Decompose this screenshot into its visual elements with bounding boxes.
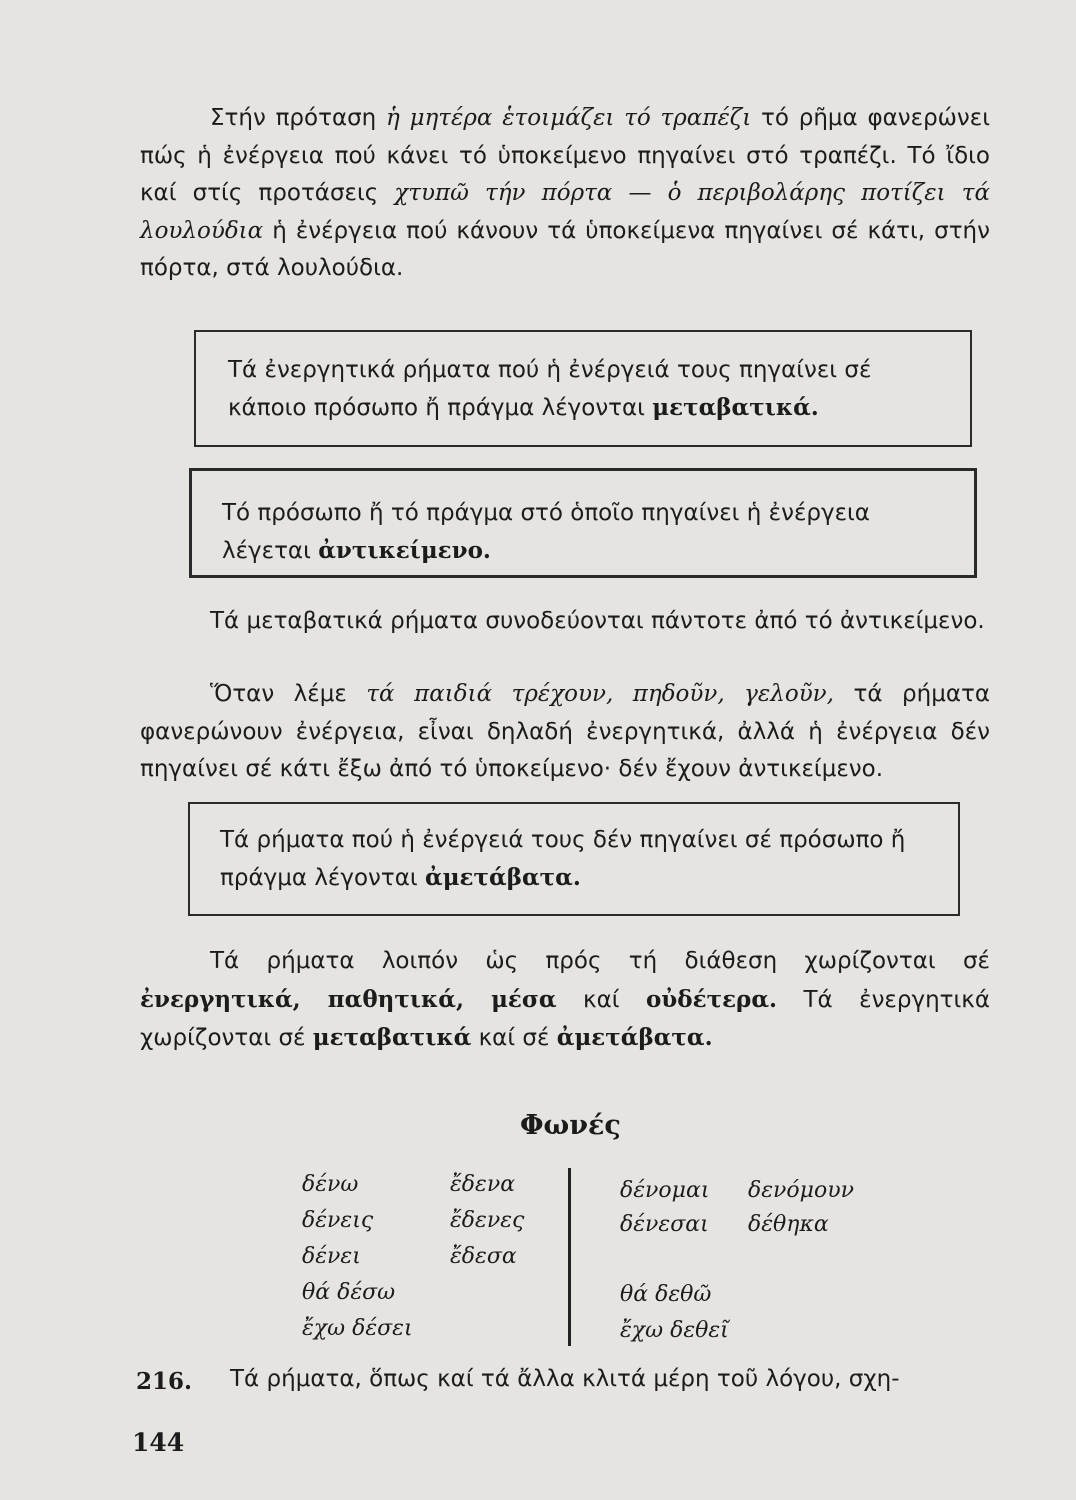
- voices-heading: Φωνές: [520, 1110, 621, 1141]
- form-active-past: ἔδενες: [450, 1208, 525, 1233]
- form-passive: δένεσαι: [620, 1212, 709, 1237]
- form-active: ἔχω δέσει: [302, 1316, 413, 1341]
- term-intransitive: ἀμετάβατα.: [425, 864, 581, 891]
- example-verbs: τά παιδιά τρέχουν, πηδοῦν, γελοῦν,: [366, 681, 834, 707]
- paragraph-intransitive-example: Ὅταν λέμε τά παιδιά τρέχουν, πηδοῦν, γελοῦν, τά ρήματα φανερώνουν ἐνέργεια, εἶναι δηλαδή ἐνεργητικά, ἀλλά ἡ ἐνέργεια δέν πηγαίνει σέ κάτι ἔξω ἀπό τό ὑποκείμενο· δέν ἔχουν ἀντικείμενο.: [140, 681, 990, 782]
- form-passive: θά δεθῶ: [620, 1282, 712, 1307]
- example-sentence: ἡ μητέρα ἑτοιμάζει τό τραπέζι: [386, 105, 752, 131]
- box-text: Τά ἐνεργητικά ρήματα πού ἡ ἐνέργειά τους πηγαίνει σέ κάποιο πρόσωπο ἤ πράγμα λέγονται μεταβατικά.: [228, 357, 872, 421]
- definition-box-transitive: [194, 330, 972, 447]
- form-active: δένεις: [302, 1208, 374, 1233]
- form-passive-past: δενόμουν: [748, 1178, 854, 1203]
- example-sentences: χτυπῶ τήν πόρτα — ὁ περιβολάρης ποτίζει τά λουλούδια: [140, 180, 990, 244]
- paragraph-transitive-object: Τά μεταβατικά ρήματα συνοδεύονται πάντοτε ἀπό τό ἀντικείμενο.: [210, 608, 985, 634]
- term-object: ἀντικείμενο.: [318, 537, 491, 564]
- paragraph-voice-classification: Τά ρήματα λοιπόν ὡς πρός τή διάθεση χωρίζονται σέ ἐνεργητικά, παθητικά, μέσα καί οὐδέτερα. Τά ἐνεργητικά χωρίζονται σέ μεταβατικά καί σέ ἀμετάβατα.: [140, 948, 991, 1051]
- intro-text-2: τό ρῆμα φανερώνει πώς ἡ ἐνέργεια πού κάνει τό ὑποκείμενο πηγαίνει στό τραπέζι. Τό ἴδιο καί στίς προτάσεις: [140, 105, 990, 206]
- form-passive-past: δέθηκα: [748, 1212, 829, 1237]
- page-number: 144: [132, 1428, 185, 1457]
- form-active: δένει: [302, 1244, 361, 1269]
- form-active: δένω: [302, 1172, 359, 1197]
- form-passive: δένομαι: [620, 1178, 710, 1203]
- form-active: θά δέσω: [302, 1280, 396, 1305]
- column-divider: [568, 1168, 571, 1346]
- box-text: Τά ρήματα πού ἡ ἐνέργειά τους δέν πηγαίνει σέ πρόσωπο ἤ πράγμα λέγονται ἀμετάβατα.: [220, 827, 906, 891]
- definition-box-object: [189, 468, 977, 578]
- section-text: Τά ρήματα, ὅπως καί τά ἄλλα κλιτά μέρη τοῦ λόγου, σχη-: [230, 1366, 900, 1392]
- section-number: 216.: [136, 1368, 193, 1395]
- term-transitive: μεταβατικά.: [652, 394, 819, 421]
- form-active-past: ἔδεσα: [450, 1244, 517, 1269]
- form-active-past: ἔδενα: [450, 1172, 516, 1197]
- definition-box-intransitive: [188, 802, 960, 916]
- intro-text: Στήν πρόταση: [210, 105, 387, 131]
- intro-paragraph: [140, 100, 990, 288]
- form-passive: ἔχω δεθεῖ: [620, 1318, 729, 1343]
- box-text: Τό πρόσωπο ἤ τό πράγμα στό ὁποῖο πηγαίνει ἡ ἐνέργεια λέγεται ἀντικείμενο.: [222, 500, 870, 564]
- intro-text-3: ἡ ἐνέργεια πού κάνουν τά ὑποκείμενα πηγαίνει σέ κάτι, στήν πόρτα, στά λουλούδια.: [140, 217, 990, 281]
